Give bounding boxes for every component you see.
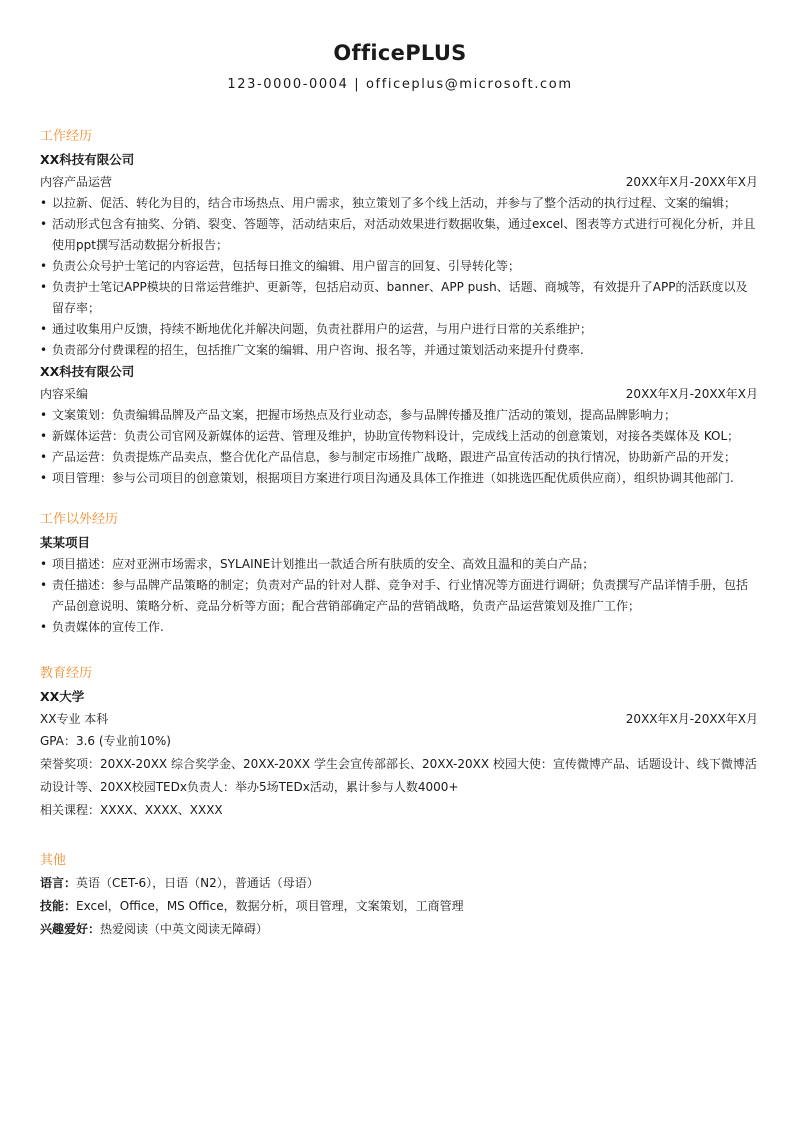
education-meta — [40, 708, 758, 730]
job-meta — [40, 171, 758, 193]
other-item-language — [40, 872, 758, 895]
other-label: 兴趣爱好： — [40, 922, 101, 936]
other-value: Excel，Office，MS Office，数据分析，项目管理，文案策划，工商管理 — [76, 899, 464, 913]
other-section — [40, 852, 758, 941]
bullet-item: • 文案策划：负责编辑品牌及产品文案，把握市场热点及行业动态，参与品牌传播及推广活动的策划，提高品牌影响力； — [40, 405, 758, 426]
courses: 相关课程：XXXX、XXXX、XXXX — [40, 803, 223, 817]
section-title-work: 工作经历 — [40, 129, 93, 144]
bullet-item: • 负责公众号护士笔记的内容运营，包括每日推文的编辑、用户留言的回复、引导转化等； — [40, 256, 758, 277]
job-entry — [40, 149, 758, 361]
project-bullets — [40, 554, 758, 638]
other-value: 英语（CET-6），日语（N2），普通话（母语） — [76, 876, 319, 890]
bullet-item: • 活动形式包含有抽奖、分销、裂变、答题等，活动结束后，对活动效果进行数据收集，通过excel、图表等方式进行可视化分析，并且使用ppt撰写活动数据分析报告； — [40, 214, 758, 256]
job-date: 20XX年X月-20XX年X月 — [625, 175, 758, 189]
job-role: 内容产品运营 — [40, 175, 113, 189]
bullet-item: • 负责媒体的宣传工作. — [40, 617, 758, 638]
section-title-other: 其他 — [40, 853, 67, 868]
bullet-item: • 负责护士笔记APP模块的日常运营维护、更新等，包括启动页、banner、APP push、话题、商城等，有效提升了APP的活跃度以及留存率； — [40, 277, 758, 319]
bullet-item: • 新媒体运营：负责公司官网及新媒体的运营、管理及维护，协助宣传物料设计，完成线上活动的创意策划，对接各类媒体及 KOL； — [40, 426, 758, 447]
candidate-name: OfficePLUS — [333, 41, 467, 65]
bullet-item: • 项目描述：应对亚洲市场需求，SYLAINE计划推出一款适合所有肤质的安全、高效且温和的美白产品； — [40, 554, 758, 575]
bullet-item: • 负责部分付费课程的招生，包括推广文案的编辑、用户咨询、报名等，并通过策划活动来提升付费率. — [40, 340, 758, 361]
bullet-item: • 责任描述：参与品牌产品策略的制定；负责对产品的针对人群、竞争对手、行业情况等方面进行调研；负责撰写产品详情手册，包括产品创意说明、策略分析、竞品分析等方面；配合营销部确定产品的营销战略，负责产品运营策划及推广工作； — [40, 575, 758, 617]
job-bullets — [40, 193, 758, 361]
job-meta — [40, 383, 758, 405]
job-role: 内容采编 — [40, 387, 89, 401]
bullet-item: • 以拉新、促活、转化为目的，结合市场热点、用户需求，独立策划了多个线上活动，并参与了整个活动的执行过程、文案的编辑； — [40, 193, 758, 214]
job-bullets — [40, 405, 758, 489]
resume-content — [40, 128, 758, 941]
job-date: 20XX年X月-20XX年X月 — [625, 387, 758, 401]
project-name: 某某项目 — [40, 535, 91, 550]
section-title-education: 教育经历 — [40, 666, 93, 681]
contact-info: 123-0000-0004 | officeplus@microsoft.com — [227, 77, 573, 92]
bullet-item: • 项目管理：参与公司项目的创意策划，根据项目方案进行项目沟通及具体工作推进（如挑选匹配优质供应商），组织协调其他部门. — [40, 468, 758, 489]
bullet-item: • 通过收集用户反馈，持续不断地优化并解决问题，负责社群用户的运营，与用户进行日常的关系维护； — [40, 319, 758, 340]
other-label: 语言： — [40, 876, 77, 890]
extra-section — [40, 511, 758, 638]
other-item-skills — [40, 895, 758, 918]
resume-header — [0, 0, 800, 94]
other-value: 热爱阅读（中英文阅读无障碍） — [100, 922, 269, 936]
major: XX专业 本科 — [40, 712, 109, 726]
bullet-item: • 产品运营：负责提炼产品卖点，整合优化产品信息，参与制定市场推广战略，跟进产品宣传活动的执行情况，协助新产品的开发； — [40, 447, 758, 468]
school-name: XX大学 — [40, 689, 85, 704]
gpa: GPA：3.6 (专业前10%) — [40, 734, 171, 748]
other-item-hobbies — [40, 918, 758, 941]
other-label: 技能： — [40, 899, 77, 913]
work-section — [40, 128, 758, 489]
section-title-extra: 工作以外经历 — [40, 512, 119, 527]
company-name: XX科技有限公司 — [40, 364, 135, 379]
education-date: 20XX年X月-20XX年X月 — [625, 712, 758, 726]
education-section — [40, 665, 758, 822]
company-name: XX科技有限公司 — [40, 152, 135, 167]
honors: 荣誉奖项：20XX-20XX 综合奖学金、20XX-20XX 学生会宣传部部长、20XX-20XX 校园大使：宣传微博产品、话题设计、线下微博活动设计等、20XX校园TEDx负责人：举办5场TEDx活动，累计参与人数4000+ — [40, 757, 757, 794]
job-entry — [40, 361, 758, 489]
